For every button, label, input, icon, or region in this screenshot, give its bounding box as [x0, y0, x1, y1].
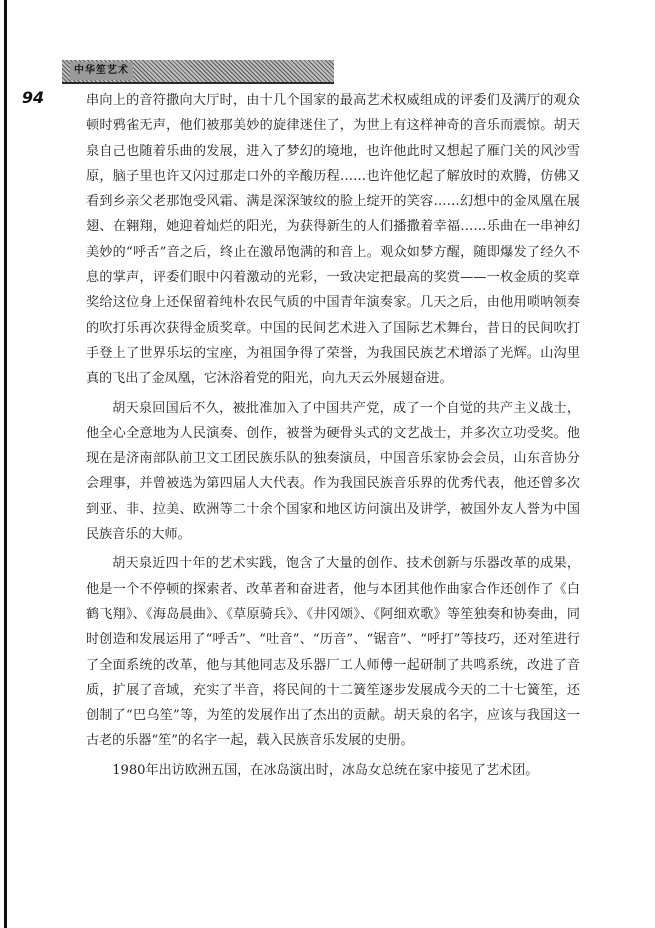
- page-number: 94: [21, 88, 45, 107]
- body-text: [86, 88, 580, 783]
- paragraph-continued: 串向上的音符撒向大厅时，由十几个国家的最高艺术权威组成的评委们及满厅的观众顿时鸦雀无声，他们被那美妙的旋律迷住了，为世上有这样神奇的音乐而震惊。胡天泉自己也随着乐曲的发展，进入了梦幻的境地，也许他此时又想起了雁门关的风沙雪原，脑子里也许又闪过那走口外的辛酸历程……也许他忆起了解放时的欢腾，仿佛又看到乡亲父老那饱受风霜、满是深深皱纹的脸上绽开的笑容……幻想中的金凤凰在展翅、在翱翔，她迎着灿烂的阳光，为获得新生的人们播撒着幸福……乐曲在一串神幻美妙的“呼舌”音之后，终止在激昂饱满的和音上。观众如梦方醒，随即爆发了经久不息的掌声，评委们眼中闪着激动的光彩，一致决定把最高的奖赏——一枚金质的奖章奖给这位身上还保留着纯朴农民气质的中国青年演奏家。几天之后，由他用唢呐领奏的吹打乐再次获得金质奖章。中国的民间艺术进入了国际艺术舞台，昔日的民间吹打手登上了世界乐坛的宝座，为祖国争得了荣誉，为我国民族艺术增添了光辉。山沟里真的飞出了金凤凰，它沐浴着党的阳光，向九天云外展翅奋进。: [86, 93, 580, 387]
- paragraph: 胡天泉近四十年的艺术实践，饱含了大量的创作、技术创新与乐器改革的成果，他是一个不停顿的探索者、改革者和奋进者，他与本团其他作曲家合作还创作了《白鹤飞翔》、《海岛晨曲》、《草原骑兵》、《井冈颂》、《阿细欢歌》等笙独奏和协奏曲，同时创造和发展运用了“呼舌”、“吐音”、“历音”、“锯音”、“呼打”等技巧，还对笙进行了全面系统的改革，他与其他同志及乐器厂工人师傅一起研制了共鸣系统，改进了音质，扩展了音域，充实了半音，将民间的十二簧笙逐步发展成今天的二十七簧笙，还创制了“巴乌笙”等，为笙的发展作出了杰出的贡献。胡天泉的名字，应该与我国这一古老的乐器“笙”的名字一起，载入民族音乐发展的史册。: [86, 556, 580, 749]
- page-left-border: [4, 0, 7, 928]
- paragraph: 胡天泉回国后不久，被批准加入了中国共产党，成了一个自觉的共产主义战士，他全心全意地为人民演奏、创作，被誉为硬骨头式的文艺战士，并多次立功受奖。他现在是济南部队前卫文工团民族乐队的独奏演员，中国音乐家协会会员，山东音协分会理事，并曾被选为第四届人大代表。作为我国民族音乐界的优秀代表，他还曾多次到亚、非、拉美、欧洲等二十余个国家和地区访问演出及讲学，被国外友人誉为中国民族音乐的大师。: [86, 400, 580, 543]
- paragraph: 1980年出访欧洲五国，在冰岛演出时，冰岛女总统在家中接见了艺术团。: [112, 762, 539, 778]
- running-header-title: 中华笙艺术: [70, 62, 133, 80]
